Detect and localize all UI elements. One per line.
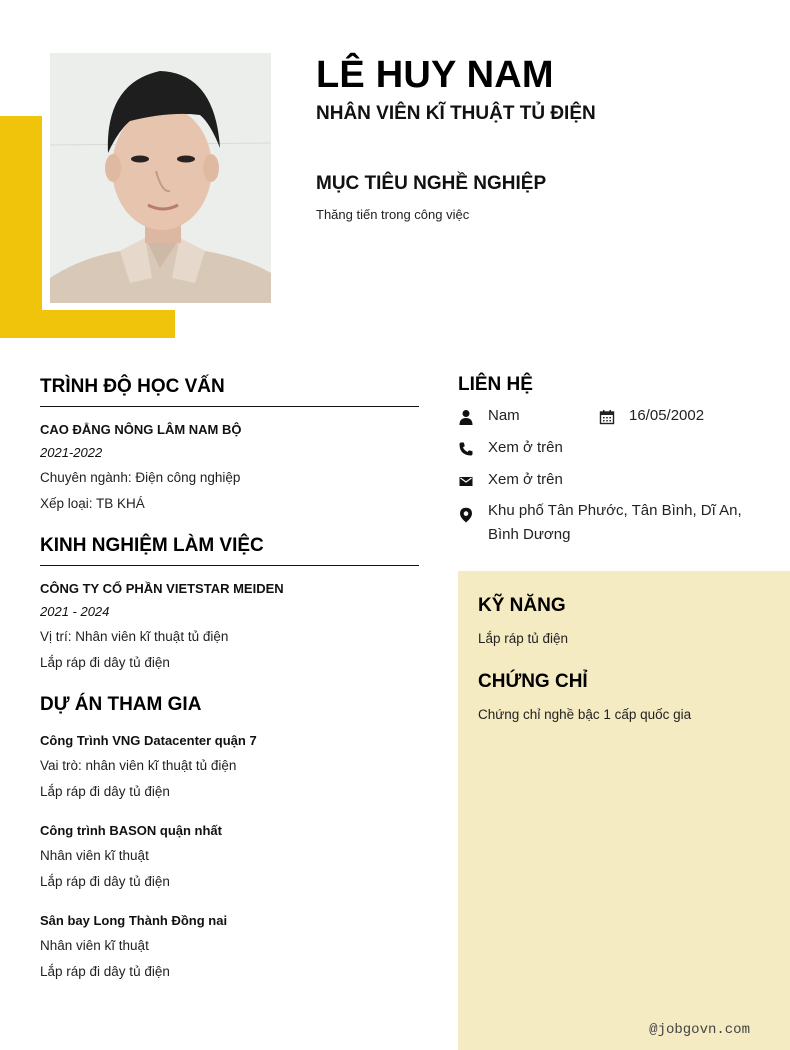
accent-bar-vertical: [0, 116, 42, 338]
location-pin-icon: [458, 507, 474, 523]
skills-heading: KỸ NĂNG: [478, 595, 566, 616]
experience-heading: KINH NGHIỆM LÀM VIỆC: [40, 535, 419, 566]
gender-value: Nam: [488, 407, 520, 424]
project-title: Công Trình VNG Datacenter quận 7: [40, 733, 257, 748]
education-major: Chuyên ngành: Điện công nghiệp: [40, 470, 241, 485]
accent-bar-horizontal: [0, 310, 175, 338]
phone-value: Xem ở trên: [488, 439, 563, 456]
contact-section: [458, 374, 790, 543]
skills-certificates-panel: [458, 571, 790, 1050]
project-role: Nhân viên kĩ thuật: [40, 938, 149, 953]
birthday-value: 16/05/2002: [629, 407, 705, 424]
email-value: Xem ở trên: [488, 471, 563, 488]
mail-icon: [458, 473, 474, 489]
contact-phone[interactable]: [458, 439, 563, 457]
experience-company: CÔNG TY CỔ PHẦN VIETSTAR MEIDEN: [40, 581, 284, 596]
contact-heading: LIÊN HỆ: [458, 374, 533, 395]
projects-heading: DỰ ÁN THAM GIA: [40, 694, 202, 715]
project-title: Công trình BASON quận nhất: [40, 823, 222, 838]
profile-photo: [50, 53, 271, 303]
address-value: [488, 499, 742, 547]
experience-task: Lắp ráp đi dây tủ điện: [40, 655, 170, 670]
person-icon: [458, 409, 474, 425]
education-school: CAO ĐẲNG NÔNG LÂM NAM BỘ: [40, 422, 242, 437]
objective-heading: MỤC TIÊU NGHỀ NGHIỆP: [316, 173, 547, 194]
project-role: Vai trò: nhân viên kĩ thuật tủ điện: [40, 758, 237, 773]
project-role: Nhân viên kĩ thuật: [40, 848, 149, 863]
experience-period: 2021 - 2024: [40, 604, 110, 619]
project-task: Lắp ráp đi dây tủ điện: [40, 784, 170, 799]
phone-icon: [458, 441, 474, 457]
certificates-heading: CHỨNG CHỈ: [478, 671, 588, 692]
address-line-1: Khu phố Tân Phước, Tân Bình, Dĩ An,: [488, 502, 742, 519]
job-title: NHÂN VIÊN KĨ THUẬT TỦ ĐIỆN: [316, 103, 596, 124]
project-title: Sân bay Long Thành Đồng nai: [40, 913, 228, 928]
portrait-illustration: [50, 53, 271, 303]
experience-section: [40, 535, 419, 670]
projects-section: [40, 694, 419, 979]
education-period: 2021-2022: [40, 445, 103, 460]
contact-address: [458, 503, 742, 547]
project-task: Lắp ráp đi dây tủ điện: [40, 874, 170, 889]
education-grade: Xếp loại: TB KHÁ: [40, 496, 145, 511]
experience-position: Vị trí: Nhân viên kĩ thuật tủ điện: [40, 629, 229, 644]
contact-email[interactable]: [458, 471, 563, 489]
objective-text: Thăng tiến trong công việc: [316, 207, 470, 222]
contact-birthday: [599, 407, 704, 425]
watermark: @jobgovn.com: [649, 1022, 750, 1038]
calendar-icon: [599, 409, 615, 425]
contact-gender: [458, 407, 520, 425]
project-task: Lắp ráp đi dây tủ điện: [40, 964, 170, 979]
education-section: [40, 376, 419, 511]
skills-text: Lắp ráp tủ điện: [478, 631, 569, 646]
education-heading: TRÌNH ĐỘ HỌC VẤN: [40, 376, 419, 407]
candidate-name: LÊ HUY NAM: [316, 54, 554, 96]
certificates-text: Chứng chỉ nghề bậc 1 cấp quốc gia: [478, 707, 692, 722]
address-line-2: Bình Dương: [488, 526, 571, 543]
